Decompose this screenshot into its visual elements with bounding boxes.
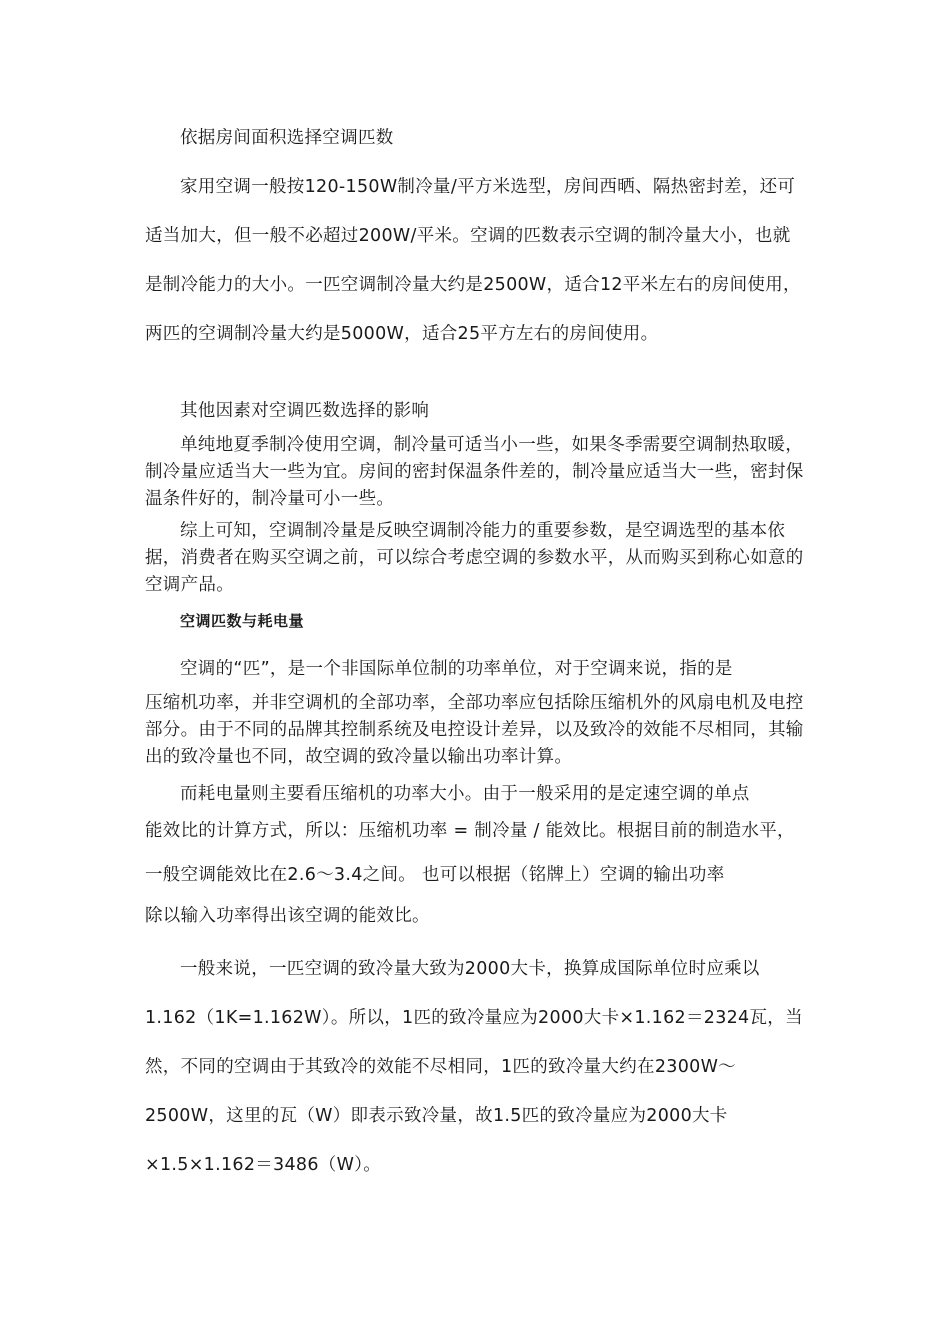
paragraph-calculation: 一般来说，一匹空调的致冷量大致为2000大卡，换算成国际单位时应乘以1.162（1K=1.162W）。所以，1匹的致冷量应为2000大卡×1.162＝2324瓦，当然，不同的空调由于其致冷的效能不尽相同，1匹的致冷量大约在2300W～2500W，这里的瓦（W）即表示致冷量，故1.5匹的致冷量应为2000大卡×1.5×1.162＝3486（W）。 — [145, 959, 803, 1175]
section-heading-room-area: 依据房间面积选择空调匹数 — [180, 128, 394, 148]
section-heading-other-factors: 其他因素对空调匹数选择的影响 — [180, 401, 430, 421]
section-heading-power-consumption: 空调匹数与耗电量 — [180, 612, 305, 630]
paragraph-pi-definition-line1: 空调的“匹”，是一个非国际单位制的功率单位，对于空调来说，指的是 — [180, 659, 733, 679]
paragraph-summary: 综上可知，空调制冷量是反映空调制冷能力的重要参数，是空调选型的基本依据，消费者在购买空调之前，可以综合考虑空调的参数水平，从而购买到称心如意的空调产品。 — [145, 521, 804, 595]
paragraph-pi-definition-rest: 压缩机功率，并非空调机的全部功率，全部功率应包括除压缩机外的风扇电机及电控部分。由于不同的品牌其控制系统及电控设计差异，以及致冷的效能不尽相同，其输出的致冷量也不同，故空调的致冷量以输出功率计算。 — [145, 693, 804, 767]
paragraph-seasonal-use: 单纯地夏季制冷使用空调，制冷量可适当小一些，如果冬季需要空调制热取暖，制冷量应适当大一些为宜。房间的密封保温条件差的，制冷量应适当大一些，密封保温条件好的，制冷量可小一些。 — [145, 435, 804, 509]
paragraph-consumption-end: 除以输入功率得出该空调的能效比。 — [145, 906, 430, 926]
paragraph-room-area: 家用空调一般按120-150W制冷量/平方米选型，房间西晒、隔热密封差，还可适当加大，但一般不必超过200W/平米。空调的匹数表示空调的制冷量大小，也就是制冷能力的大小。一匹空调制冷量大约是2500W，适合12平米左右的房间使用，两匹的空调制冷量大约是5000W，适合25平方左右的房间使用。 — [145, 177, 801, 344]
paragraph-consumption-line1: 而耗电量则主要看压缩机的功率大小。由于一般采用的是定速空调的单点 — [180, 784, 750, 804]
paragraph-consumption-rest: 能效比的计算方式，所以：压缩机功率 = 制冷量 / 能效比。根据目前的制造水平，一般空调能效比在2.6～3.4之间。 也可以根据（铭牌上）空调的输出功率 — [145, 821, 795, 885]
